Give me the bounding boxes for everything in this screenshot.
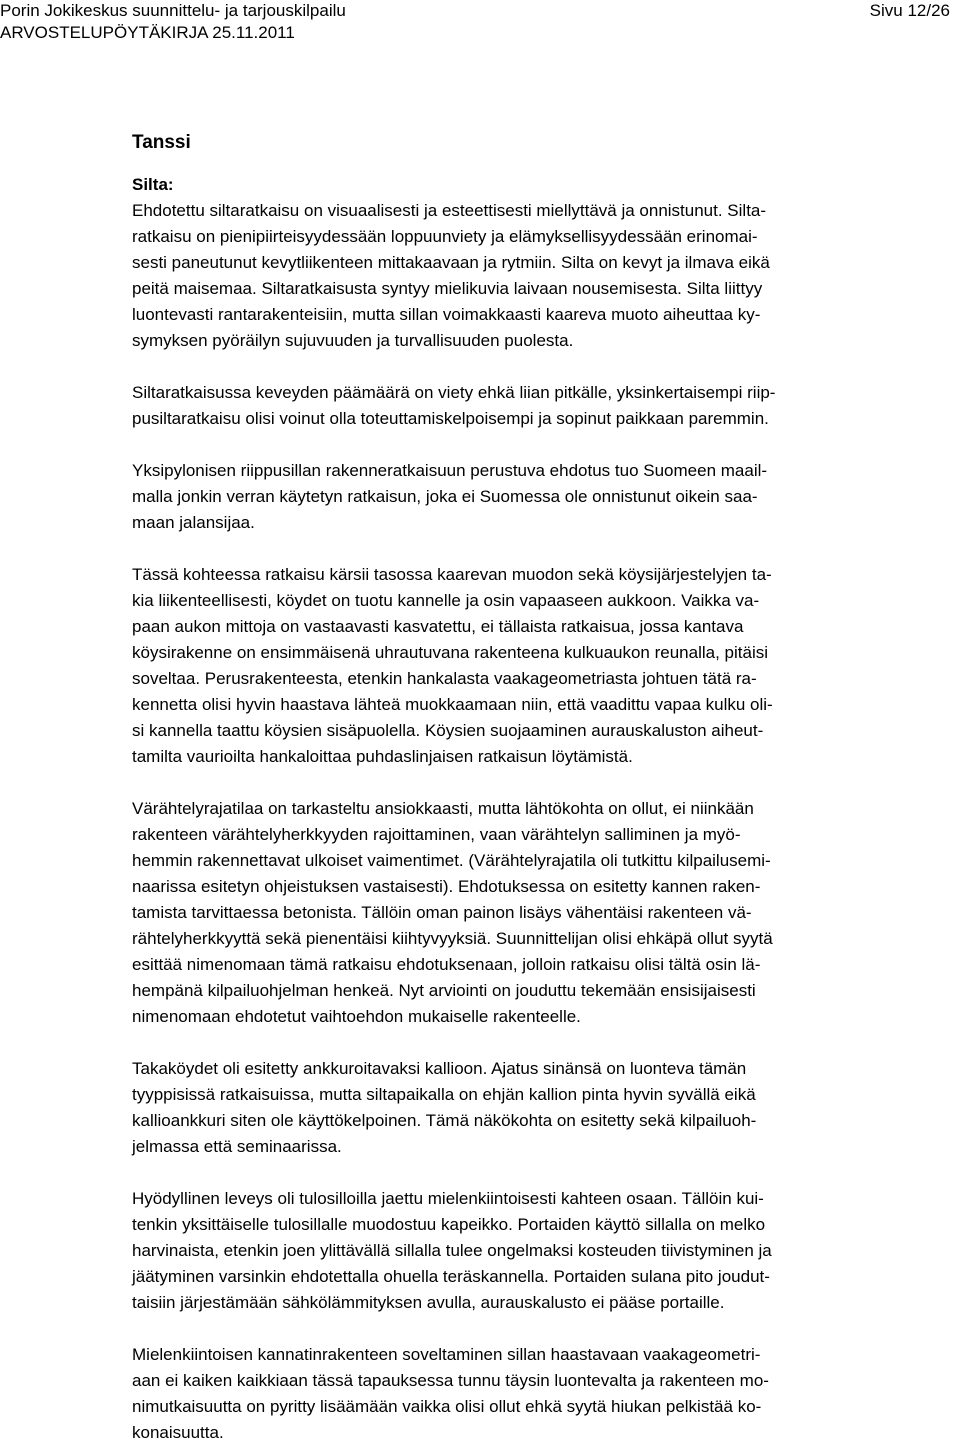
paragraph: Värähtelyrajatilaa on tarkasteltu ansiokkaasti, mutta lähtökohta on ollut, ei niinkään rakenteen värähtelyherkkyyden rajoittaminen, vaan värähtelyn salliminen ja myö- hemmin rakennettavat ulkoiset vaimentimet. (Värähtelyrajatila oli tutkittu kilpailusemi- naarissa esitetyn ohjeistuksen vastaisesti). Ehdotuksessa on esitetty kannen raken- tamista tarvittaessa betonista. Tällöin oman painon lisäys vähentäisi rakenteen vä- rähtelyherkkyyttä sekä pienentäisi kiihtyvyyksiä. Suunnittelijan olisi ehkäpä ollut syytä esittää nimenomaan tämä ratkaisu ehdotuksenaan, jolloin ratkaisu olisi tältä osin lä- hempänä kilpailuohjelman henkeä. Nyt arviointi on jouduttu tekemään ensisijaisesti nimenomaan ehdotetut vaihtoehdon mukaiselle rakenteelle. bbox=[132, 799, 773, 1026]
subsection-title: Silta: bbox=[132, 175, 174, 194]
paragraph: Hyödyllinen leveys oli tulosilloilla jaettu mielenkiintoisesti kahteen osaan. Tällöin kui- tenkin yksittäiselle tulosillalle muodostuu kapeikko. Portaiden käyttö sillalla on melko harvinaista, etenkin joen ylittävällä sillalla tulee ongelmaksi kosteuden tiivistyminen ja jäätyminen varsinkin ehdotettalla ohuella teräskannella. Portaiden sulana pito joudut- taisiin järjestämään sähkölämmityksen avulla, aurauskalusto ei pääse portaille. bbox=[132, 1189, 772, 1312]
paragraph: Mielenkiintoisen kannatinrakenteen soveltaminen sillan haastavaan vaakageometri- aan ei kaiken kaikkiaan tässä tapauksessa tunnu täysin luontevalta ja rakenteen mo- nimutkaisuutta on pyritty lisäämään vaikka olisi ollut ehkä syytä hiukan pelkistää ko- konaisuutta. bbox=[132, 1345, 769, 1442]
paragraph: Yksipylonisen riippusillan rakenneratkaisuun perustuva ehdotus tuo Suomeen maail- malla jonkin verran käytetyn ratkaisun, joka ei Suomessa ole onnistunut oikein saa- maan jalansijaa. bbox=[132, 461, 768, 532]
page-number: Sivu 12/26 bbox=[869, 1, 950, 20]
document-body bbox=[132, 130, 950, 1446]
page-header bbox=[0, 0, 960, 42]
paragraph: Takaköydet oli esitetty ankkuroitavaksi kallioon. Ajatus sinänsä on luonteva tämän tyyppisissä ratkaisuissa, mutta siltapaikalla on ehjän kallion pinta hyvin syvällä eikä kallioankkuri siten ole käyttökelpoinen. Tämä näkökohta on esitetty sekä kilpailuoh- jelmassa että seminaarissa. bbox=[132, 1059, 757, 1156]
paragraph: Ehdotettu siltaratkaisu on visuaalisesti ja esteettisesti miellyttävä ja onnistunut. Silta- ratkaisu on pienipiirteisyydessään loppuunviety ja elämyksellisyydessään erinomai- sesti paneutunut kevytliikenteen mittakaavaan ja rytmiin. Silta on kevyt ja ilmava eikä peitä maisemaa. Siltaratkaisusta syntyy mielikuvia laivaan nousemisesta. Silta liittyy luontevasti rantarakenteisiin, mutta sillan voimakkaasti kaareva muoto aiheuttaa ky- symyksen pyöräilyn sujuvuuden ja turvallisuuden puolesta. bbox=[132, 201, 770, 350]
section-title: Tanssi bbox=[132, 132, 191, 153]
paragraph: Tässä kohteessa ratkaisu kärsii tasossa kaarevan muodon sekä köysijärjestelyjen ta- kia liikenteellisesti, köydet on tuotu kannelle ja osin vapaaseen aukkoon. Vaikka va- paan aukon mittoja on vastaavasti kasvatettu, ei tällaista ratkaisua, jossa kantava köysirakenne on ensimmäisenä uhrautuvana rakenteena kulkuaukon reunalla, pitäisi soveltaa. Perusrakenteesta, etenkin hankalasta vaakageometriasta johtuen tätä ra- kennetta olisi hyvin haastava lähteä muokkaamaan niin, että vaadittu vapaa kulku oli- si kannella taattu köysien sisäpuolella. Köysien suojaaminen aurauskaluston aiheut- tamilta vaurioilta hankaloittaa puhdaslinjaisen ratkaisun löytämistä. bbox=[132, 565, 773, 766]
document-title: Porin Jokikeskus suunnittelu- ja tarjouskilpailu bbox=[0, 1, 346, 20]
document-subtitle: ARVOSTELUPÖYTÄKIRJA 25.11.2011 bbox=[0, 23, 295, 42]
header-line bbox=[0, 0, 960, 22]
paragraph: Siltaratkaisussa keveyden päämäärä on viety ehkä liian pitkälle, yksinkertaisempi riip- pusiltaratkaisu olisi voinut olla toteuttamiskelpoisempi ja sopinut paikkaan paremmin. bbox=[132, 383, 776, 428]
